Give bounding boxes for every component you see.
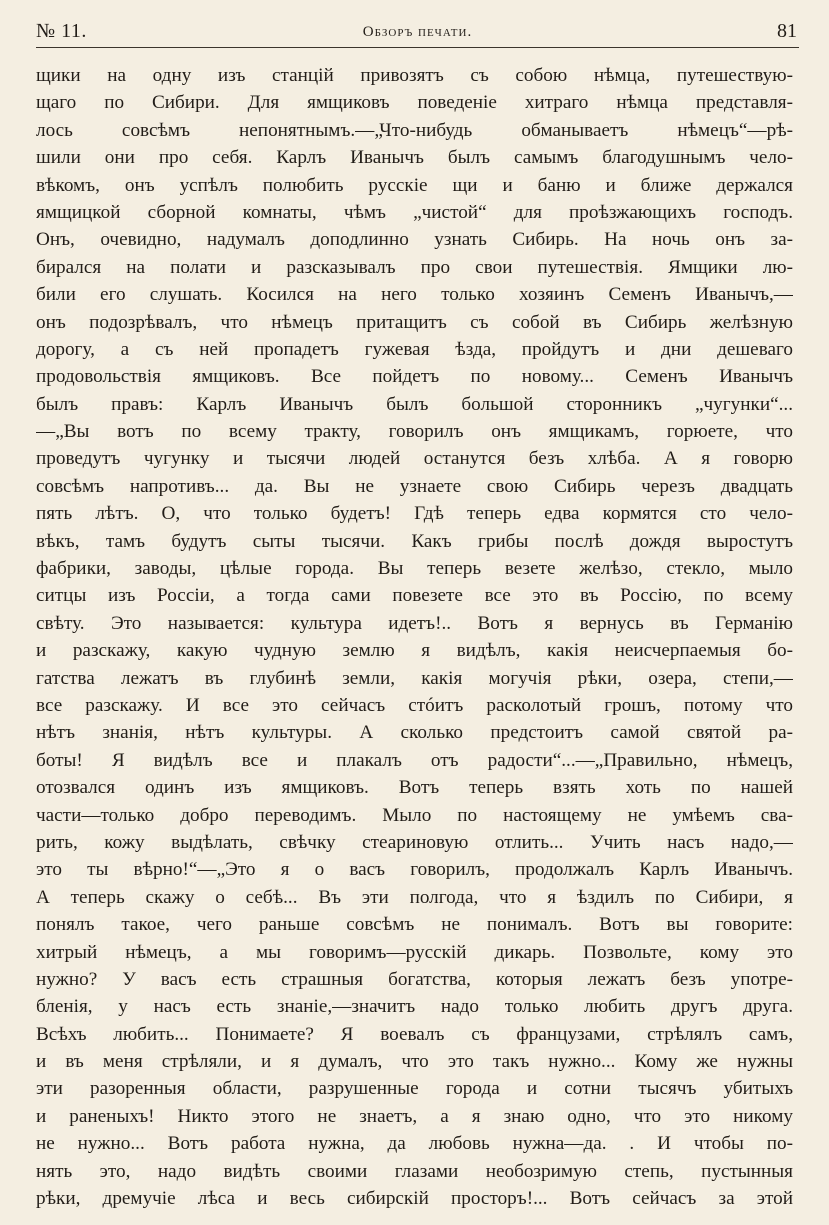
text-line: не нужно... Вотъ работа нужна, да любовь нужна—да. . И чтобы по- — [36, 1133, 793, 1155]
text-line: А теперь скажу о себѣ... Въ эти полгода, что я ѣздилъ по Сибири, я — [36, 886, 793, 908]
text-line: рить, кожу выдѣлать, свѣчку стеариновую отлить... Учить насъ надо,— — [36, 831, 793, 853]
text-line: боты! Я видѣлъ все и плакалъ отъ радости“...—„Правильно, нѣмецъ, — [36, 749, 793, 771]
text-line: фабрики, заводы, цѣлые города. Вы теперь везете желѣзо, стекло, мыло — [36, 558, 793, 580]
text-line: дорогу, а съ ней пропадетъ гужевая ѣзда, пройдутъ и дни дешеваго — [36, 338, 793, 360]
issue-number: № 11. — [36, 20, 87, 42]
text-line: —„Вы вотъ по всему тракту, говорилъ онъ ямщикамъ, горюете, что — [36, 421, 793, 443]
text-line: части—только добро переводимъ. Мыло по настоящему не умѣемъ сва- — [36, 804, 793, 826]
text-line: и раненыхъ! Никто этого не знаетъ, а я знаю одно, что это никому — [36, 1105, 793, 1127]
text-line: вѣкомъ, онъ успѣлъ полюбить русскіе щи и баню и ближе держался — [36, 174, 793, 196]
text-line: Онъ, очевидно, надумалъ доподлинно узнать Сибирь. На ночь онъ за- — [36, 229, 793, 251]
text-line: все разскажу. И все это сейчасъ стóитъ расколотый грошъ, потому что — [36, 694, 793, 716]
text-line: нять это, надо видѣть своими глазами необозримую степь, пустынныя — [36, 1160, 793, 1182]
text-line: ситцы изъ Россіи, а тогда сами повезете все это въ Россію, по всему — [36, 585, 793, 607]
text-line: понялъ такое, чего раньше совсѣмъ не понималъ. Вотъ вы говорите: — [36, 914, 793, 936]
text-line: проведутъ чугунку и тысячи людей останутся безъ хлѣба. А я говорю — [36, 448, 793, 470]
text-line: щаго по Сибири. Для ямщиковъ поведеніе хитраго нѣмца представля- — [36, 92, 793, 114]
text-line: ямщицкой сборной комнаты, чѣмъ „чистой“ для проѣзжающихъ господъ. — [36, 201, 793, 223]
text-line: Всѣхъ любить... Понимаете? Я воевалъ съ французами, стрѣлялъ самъ, — [36, 1023, 793, 1045]
text-line: продовольствія ямщиковъ. Все пойдетъ по новому... Семенъ Иванычъ — [36, 366, 793, 388]
text-line: и въ меня стрѣляли, и я думалъ, что это такъ нужно... Кому же нужны — [36, 1051, 793, 1073]
text-line: гатства лежатъ въ глубинѣ земли, какія могучія рѣки, озера, степи,— — [36, 667, 793, 689]
text-line: рѣки, дремучіе лѣса и весь сибирскій просторъ!... Вотъ сейчасъ за этой — [36, 1188, 793, 1210]
text-line: лось совсѣмъ непонятнымъ.—„Что-нибудь обманываетъ нѣмецъ“—рѣ- — [36, 119, 793, 141]
text-line: это ты вѣрно!“—„Это я о васъ говорилъ, продолжалъ Карлъ Иванычъ. — [36, 859, 793, 881]
text-line: били его слушать. Косился на него только хозяинъ Семенъ Иванычъ,— — [36, 284, 793, 306]
header-rule — [36, 47, 799, 48]
text-line: свѣту. Это называется: культура идетъ!.. Вотъ я вернусь въ Германію — [36, 612, 793, 634]
text-line: бленія, у насъ есть знаніе,—значитъ надо только любить другъ друга. — [36, 996, 793, 1018]
text-line: былъ правъ: Карлъ Иванычъ былъ большой сторонникъ „чугунки“... — [36, 393, 793, 415]
text-line: нужно? У васъ есть страшныя богатства, которыя лежатъ безъ употре- — [36, 968, 793, 990]
section-title: Обзоръ печати. — [362, 24, 473, 40]
text-line: пять лѣтъ. О, что только будетъ! Гдѣ теперь едва кормятся сто чело- — [36, 503, 793, 525]
text-line: шили они про себя. Карлъ Иванычъ былъ самымъ благодушнымъ чело- — [36, 147, 793, 169]
body-text — [36, 62, 793, 1212]
text-line: эти разоренныя области, разрушенные города и сотни тысячъ убитыхъ — [36, 1078, 793, 1100]
text-line: совсѣмъ напротивъ... да. Вы не узнаете свою Сибирь черезъ двадцать — [36, 475, 793, 497]
text-line: и разскажу, какую чудную землю я видѣлъ, какія неисчерпаемыя бо- — [36, 640, 793, 662]
text-line: щики на одну изъ станцій привозятъ съ собою нѣмца, путешествую- — [36, 65, 793, 86]
text-line: вѣкъ, тамъ будутъ сыты тысячи. Какъ грибы послѣ дождя выростутъ — [36, 530, 793, 552]
text-line: онъ подозрѣвалъ, что нѣмецъ притащитъ съ собой въ Сибирь желѣзную — [36, 311, 793, 333]
page-header — [36, 18, 799, 50]
text-line: отозвался одинъ изъ ямщиковъ. Вотъ теперь взять хоть по нашей — [36, 777, 793, 799]
page-number: 81 — [777, 20, 797, 42]
text-line: нѣтъ знанія, нѣтъ культуры. А сколько предстоитъ самой святой ра- — [36, 722, 793, 744]
text-line: хитрый нѣмецъ, а мы говоримъ—русскій дикарь. Позвольте, кому это — [36, 941, 793, 963]
text-line: бирался на полати и разсказывалъ про свои путешествія. Ямщики лю- — [36, 256, 793, 278]
